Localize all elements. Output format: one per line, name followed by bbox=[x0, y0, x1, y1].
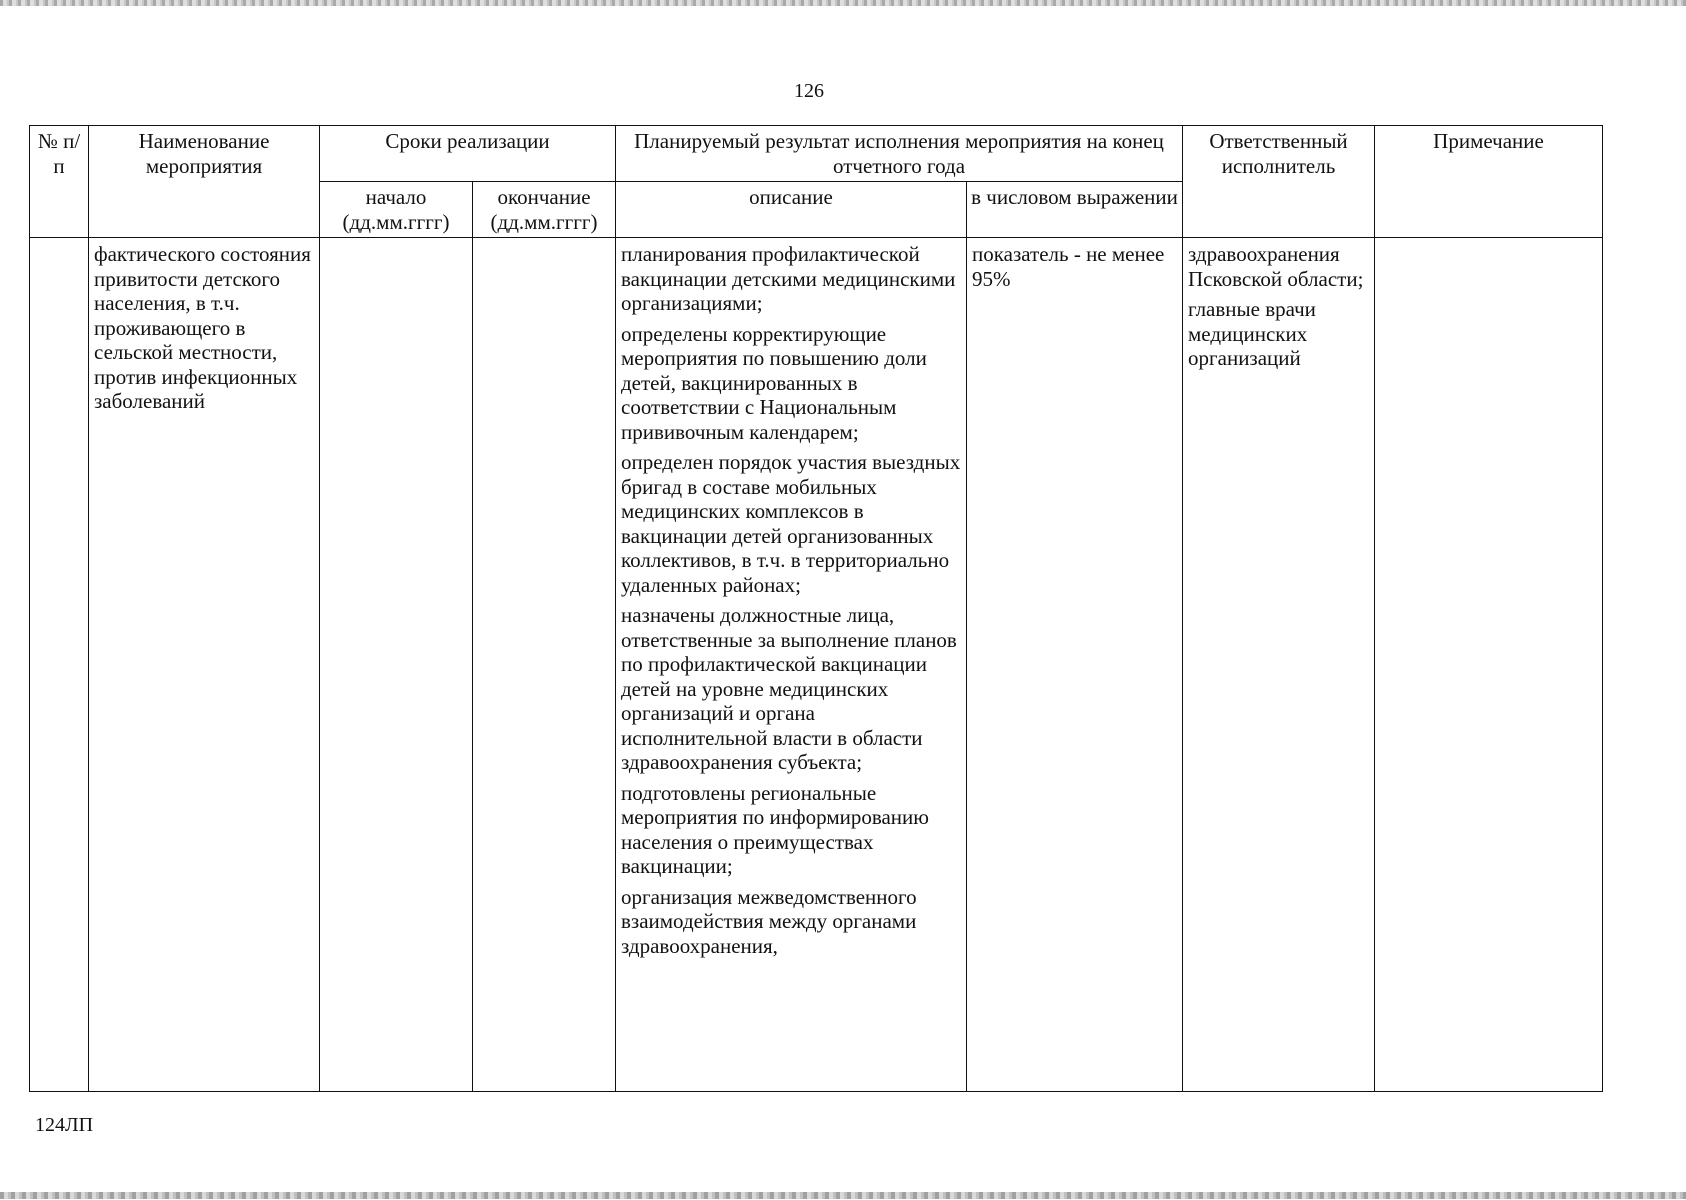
measures-table bbox=[29, 125, 1603, 1092]
header-numeric: в числовом выражении bbox=[967, 182, 1183, 238]
header-responsible: Ответственный исполнитель bbox=[1183, 126, 1375, 238]
cell-start bbox=[320, 238, 473, 1092]
header-description: описание bbox=[616, 182, 967, 238]
page-number: 126 bbox=[794, 80, 824, 102]
scan-edge-bottom bbox=[0, 1192, 1686, 1199]
description-paragraph: определен порядок участия выездных бригад в составе мобильных медицинских комплексов в вакцинации детей организованных коллективов, в т.ч. в территориально удаленных районах; bbox=[621, 450, 961, 597]
cell-description bbox=[616, 238, 967, 1092]
description-paragraph: подготовлены региональные мероприятия по информированию населения о преимуществах вакцинации; bbox=[621, 780, 929, 878]
table-row bbox=[30, 238, 1603, 1092]
header-terms: Сроки реализации bbox=[320, 126, 616, 182]
header-result: Планируемый результат исполнения мероприятия на конец отчетного года bbox=[616, 126, 1183, 182]
cell-num bbox=[30, 238, 89, 1092]
description-paragraph: назначены должностные лица, ответственные за выполнение планов по профилактической вакцинации детей на уровне медицинских организаций и органа исполнительной власти в области здравоохранения субъекта; bbox=[621, 603, 957, 774]
responsible-paragraph: главные врачи медицинских организаций bbox=[1188, 297, 1316, 370]
scan-edge-top bbox=[0, 0, 1686, 6]
description-paragraph: планирования профилактической вакцинации детскими медицинскими организациями; bbox=[621, 242, 956, 315]
header-num: № п/п bbox=[30, 126, 89, 238]
cell-end bbox=[473, 238, 616, 1092]
description-paragraph: организация межведомственного взаимодействия между органами здравоохранения, bbox=[621, 884, 917, 958]
header-row-1 bbox=[30, 126, 1603, 182]
header-name: Наименование мероприятия bbox=[89, 126, 320, 238]
header-start: начало (дд.мм.гггг) bbox=[320, 182, 473, 238]
cell-numeric: показатель - не менее 95% bbox=[967, 238, 1183, 1092]
responsible-paragraph: здравоохранения Псковской области; bbox=[1188, 242, 1364, 291]
header-note: Примечание bbox=[1375, 126, 1603, 238]
footer-code: 124ЛП bbox=[35, 1114, 94, 1136]
header-end: окончание (дд.мм.гггг) bbox=[473, 182, 616, 238]
cell-note bbox=[1375, 238, 1603, 1092]
description-paragraph: определены корректирующие мероприятия по повышению доли детей, вакцинированных в соответствии с Национальным прививочным календарем; bbox=[621, 321, 927, 444]
cell-responsible bbox=[1183, 238, 1375, 1092]
cell-name: фактического состояния привитости детского населения, в т.ч. проживающего в сельской местности, против инфекционных заболеваний bbox=[89, 238, 320, 1092]
